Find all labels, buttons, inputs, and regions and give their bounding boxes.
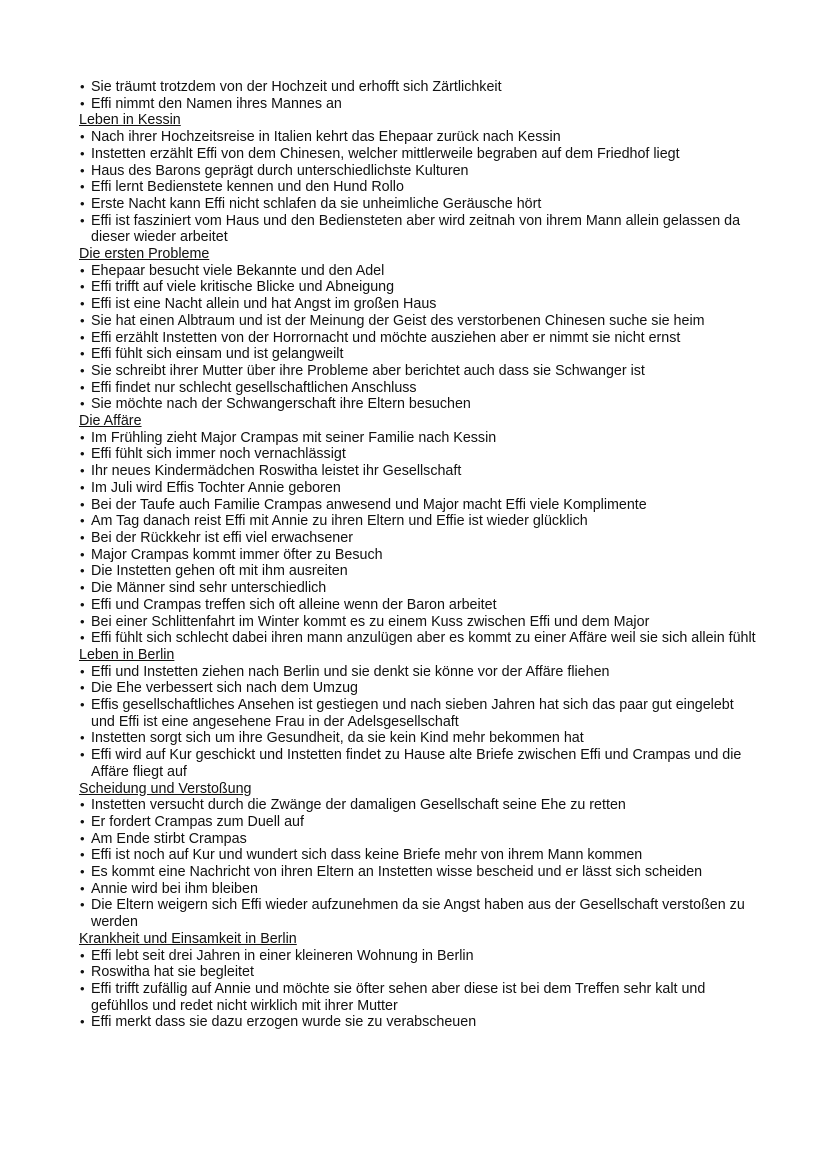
list-item: • Effi wird auf Kur geschickt und Instetten findet zu Hause alte Briefe zwischen Effi und Crampas und die Affäre fliegt auf	[79, 747, 759, 780]
list-item: • Instetten sorgt sich um ihre Gesundheit, da sie kein Kind mehr bekommen hat	[79, 730, 759, 747]
list-item: • Im Frühling zieht Major Crampas mit seiner Familie nach Kessin	[79, 430, 759, 447]
list-item: • Effi ist fasziniert vom Haus und den Bediensteten aber wird zeitnah von ihrem Mann allein gelassen da dieser wieder arbeitet	[79, 213, 759, 246]
list-item: • Die Eltern weigern sich Effi wieder aufzunehmen da sie Angst haben aus der Gesellschaft verstoßen zu werden	[79, 897, 759, 930]
list-item: • Instetten versucht durch die Zwänge der damaligen Gesellschaft seine Ehe zu retten	[79, 797, 759, 814]
list-item: • Effi fühlt sich einsam und ist gelangweilt	[79, 346, 759, 363]
list-item: • Die Instetten gehen oft mit ihm ausreiten	[79, 563, 759, 580]
list-item: • Effi trifft auf viele kritische Blicke und Abneigung	[79, 279, 759, 296]
section-list	[79, 664, 759, 781]
list-item: • Er fordert Crampas zum Duell auf	[79, 814, 759, 831]
list-item: • Erste Nacht kann Effi nicht schlafen da sie unheimliche Geräusche hört	[79, 196, 759, 213]
list-item: • Effi findet nur schlecht gesellschaftlichen Anschluss	[79, 380, 759, 397]
list-item: • Effi fühlt sich immer noch vernachlässigt	[79, 446, 759, 463]
section-list	[79, 263, 759, 413]
list-item: • Sie möchte nach der Schwangerschaft ihre Eltern besuchen	[79, 396, 759, 413]
intro-list	[79, 79, 759, 112]
section-list	[79, 430, 759, 647]
section-heading: Scheidung und Verstoßung	[79, 780, 252, 797]
list-item: • Effi ist eine Nacht allein und hat Angst im großen Haus	[79, 296, 759, 313]
list-item: • Bei der Rückkehr ist effi viel erwachsener	[79, 530, 759, 547]
section-heading: Krankheit und Einsamkeit in Berlin	[79, 930, 297, 947]
section-list	[79, 797, 759, 931]
list-item: • Im Juli wird Effis Tochter Annie geboren	[79, 480, 759, 497]
list-item: • Am Ende stirbt Crampas	[79, 831, 759, 848]
section-list	[79, 129, 759, 246]
section-heading: Leben in Kessin	[79, 112, 181, 129]
list-item: • Effi fühlt sich schlecht dabei ihren mann anzulügen aber es kommt zu einer Affäre weil sie sich allein fühlt	[79, 630, 759, 647]
list-item: • Es kommt eine Nachricht von ihren Eltern an Instetten wisse bescheid und er lässt sich scheiden	[79, 864, 759, 881]
list-item: • Effi trifft zufällig auf Annie und möchte sie öfter sehen aber diese ist bei dem Treffen sehr kalt und gefühllos und redet nicht wirklich mit ihrer Mutter	[79, 981, 759, 1014]
list-item: • Roswitha hat sie begleitet	[79, 964, 759, 981]
list-item: • Ehepaar besucht viele Bekannte und den Adel	[79, 263, 759, 280]
list-item: • Effi erzählt Instetten von der Horrornacht und möchte ausziehen aber er nimmt sie nicht ernst	[79, 330, 759, 347]
list-item: • Annie wird bei ihm bleiben	[79, 881, 759, 898]
section-heading: Die Affäre	[79, 413, 142, 430]
list-item: • Ihr neues Kindermädchen Roswitha leistet ihr Gesellschaft	[79, 463, 759, 480]
section-heading: Die ersten Probleme	[79, 246, 210, 263]
list-item: • Instetten erzählt Effi von dem Chinesen, welcher mittlerweile begraben auf dem Friedhof liegt	[79, 146, 759, 163]
list-item: • Haus des Barons geprägt durch unterschiedlichste Kulturen	[79, 163, 759, 180]
list-item: • Bei der Taufe auch Familie Crampas anwesend und Major macht Effi viele Komplimente	[79, 497, 759, 514]
list-item: • Effi lebt seit drei Jahren in einer kleineren Wohnung in Berlin	[79, 948, 759, 965]
list-item: • Effi ist noch auf Kur und wundert sich dass keine Briefe mehr von ihrem Mann kommen	[79, 847, 759, 864]
section-heading: Leben in Berlin	[79, 646, 175, 663]
list-item: • Die Ehe verbessert sich nach dem Umzug	[79, 680, 759, 697]
list-item: • Sie hat einen Albtraum und ist der Meinung der Geist des verstorbenen Chinesen suche sie heim	[79, 313, 759, 330]
list-item: • Effis gesellschaftliches Ansehen ist gestiegen und nach sieben Jahren hat sich das paar gut eingelebt und Effi ist eine angesehene Frau in der Adelsgesellschaft	[79, 697, 759, 730]
list-item: • Am Tag danach reist Effi mit Annie zu ihren Eltern und Effie ist wieder glücklich	[79, 513, 759, 530]
notes-content	[79, 79, 759, 1031]
list-item: • Bei einer Schlittenfahrt im Winter kommt es zu einem Kuss zwischen Effi und dem Major	[79, 614, 759, 631]
list-item: • Die Männer sind sehr unterschiedlich	[79, 580, 759, 597]
list-item: • Sie schreibt ihrer Mutter über ihre Probleme aber berichtet auch dass sie Schwanger ist	[79, 363, 759, 380]
list-item: • Sie träumt trotzdem von der Hochzeit und erhofft sich Zärtlichkeit	[79, 79, 759, 96]
section-list	[79, 948, 759, 1032]
list-item: • Nach ihrer Hochzeitsreise in Italien kehrt das Ehepaar zurück nach Kessin	[79, 129, 759, 146]
list-item: • Effi nimmt den Namen ihres Mannes an	[79, 96, 759, 113]
list-item: • Effi und Crampas treffen sich oft alleine wenn der Baron arbeitet	[79, 597, 759, 614]
list-item: • Effi lernt Bedienstete kennen und den Hund Rollo	[79, 179, 759, 196]
list-item: • Major Crampas kommt immer öfter zu Besuch	[79, 547, 759, 564]
list-item: • Effi merkt dass sie dazu erzogen wurde sie zu verabscheuen	[79, 1014, 759, 1031]
list-item: • Effi und Instetten ziehen nach Berlin und sie denkt sie könne vor der Affäre fliehen	[79, 664, 759, 681]
